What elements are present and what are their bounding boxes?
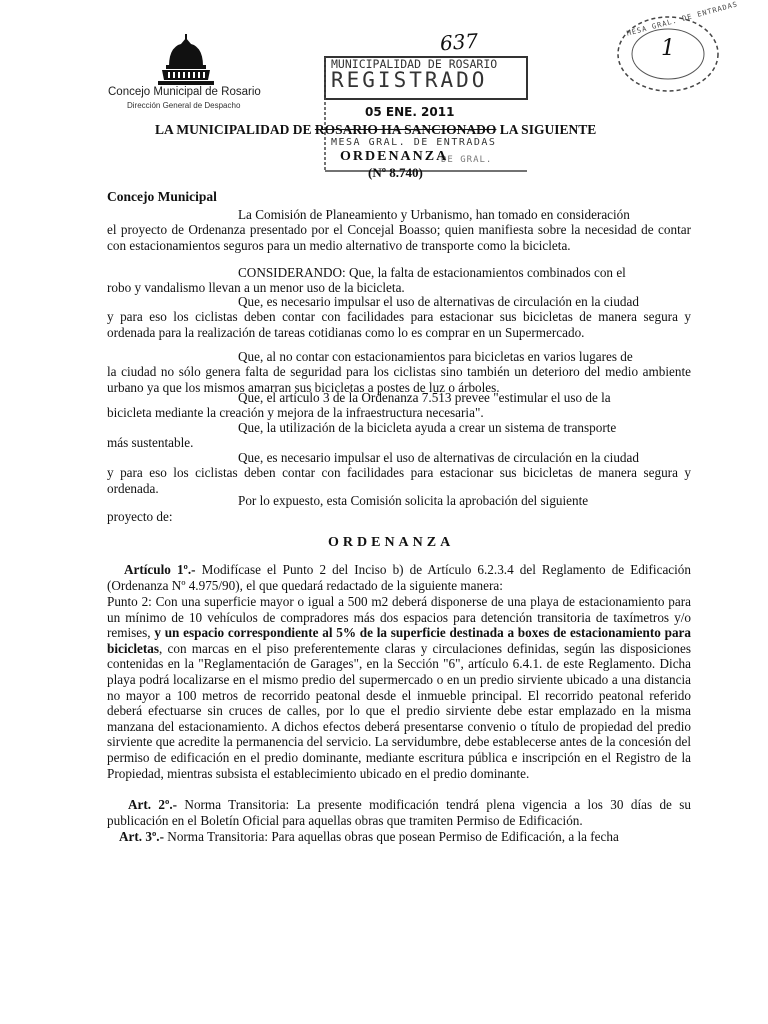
considerando-4: bicicleta mediante la creación y mejora de la infraestructura necesaria". <box>107 405 484 420</box>
title-line1 <box>155 122 596 138</box>
ordenanza-heading: ORDENANZA <box>328 535 455 550</box>
handwritten-number: 637 <box>439 28 479 56</box>
paragraph-intro: el proyecto de Ordenanza presentado por el Concejal Boasso; quien manifiesta sobre la necesidad de contar con estacionamientos seguros para un medio alternativo de transporte como la bicicleta. <box>107 222 691 253</box>
considerando-3-first: Que, al no contar con estacionamientos para bicicletas en varios lugares de <box>238 349 633 364</box>
punto-2 <box>107 594 691 781</box>
paragraph-intro-first: La Comisión de Planeamiento y Urbanismo, han tomado en consideración <box>238 207 630 222</box>
considerando-7-first: Por lo expuesto, esta Comisión solicita la aprobación del siguiente <box>238 493 589 508</box>
article-2-text: Norma Transitoria: La presente modificación tendrá plena vigencia a los 30 días de su publicación en el Boletín Oficial para aquellas obras que tramiten Permiso de Edificación. <box>107 797 691 828</box>
punto-2-text-a: Punto 2: Con una superficie mayor o igual a 500 m2 deberá disponerse de una playa de estacionamiento para un mínimo de 10 vehículos de compradores más dos espacios para detención transitoria de taxímetros y/o remises, <box>107 594 691 641</box>
round-stamp <box>615 0 739 96</box>
punto-2-text-b: , con marcas en el piso preferentemente claras y circulaciones definidas, según las disposiciones contenidas en la "Reglamentación de Garages", en la Sección "6", artículo 6.4.1. de este Reglamento. Dicha playa podrá localizarse en el mismo predio del supermercado o en un predio sirviente ubicado a una distancia no mayor a 100 metros de recorrido peatonal desde el inmueble principal. El recorrido peatonal referido deberá efectuarse sin cruces de calles, por lo que el predio sirviente debe estar emplazado en la misma manzana del estacionamiento. A dichos efectos deberá presentarse convenio o título de propiedad del predio sirviente que acredite la permanencia del servicio. La servidumbre, debe establecerse antes de la concesión del permiso de edificación en el predio dominante, mediante escritura pública e inscripción en el Registro de la Propiedad, mientras subsista el establecimiento ubicado en el predio dominante. <box>107 640 691 781</box>
article-2 <box>107 797 691 828</box>
title-left: LA MUNICIPALIDAD DE <box>155 122 312 137</box>
stamp-line4: DE GRAL. <box>441 155 493 165</box>
punto-2-bold: y un espacio correspondiente al 5% de la superficie destinada a boxes de estacionamiento para bicicletas <box>107 625 691 656</box>
stamp-line1: MUNICIPALIDAD DE ROSARIO <box>331 57 498 71</box>
article-1-label: Artículo 1º.- <box>124 562 196 577</box>
title-strikethrough: ROSARIO HA SANCIONADO <box>314 122 497 137</box>
considerando-2-first: Que, es necesario impulsar el uso de alternativas de circulación en la ciudad <box>238 294 639 309</box>
stamp-date: 05 ENE. 2011 <box>365 105 455 119</box>
considerando-5: más sustentable. <box>107 435 194 450</box>
considerando-5-first: Que, la utilización de la bicicleta ayuda a crear un sistema de transporte <box>238 420 617 435</box>
article-3 <box>107 829 691 845</box>
org-subtitle: Dirección General de Despacho <box>127 101 241 110</box>
ordinance-number: (Nº 8.740) <box>368 165 423 180</box>
article-3-label: Art. 3º.- <box>119 829 164 844</box>
stamp-line3: MESA GRAL. DE ENTRADAS <box>331 137 497 148</box>
considerando-1: robo y vandalismo llevan a un menor uso de la bicicleta. <box>107 280 405 295</box>
recipient: Concejo Municipal <box>107 189 217 204</box>
considerando-1-first: CONSIDERANDO: Que, la falta de estacionamientos combinados con el <box>238 265 626 280</box>
article-1 <box>107 562 691 593</box>
considerando-3: la ciudad no sólo genera falta de seguridad para los ciclistas sino también un deterioro del medio ambiente urbano ya que los mismos amarran sus bicicletas a postes de luz o árboles. <box>107 364 691 395</box>
article-1-text: Modifícase el Punto 2 del Inciso b) de Artículo 6.2.3.4 del Reglamento de Edificación (Ordenanza Nº 4.975/90), el que quedará redactado de la siguiente manera: <box>107 562 691 593</box>
considerando-2: y para eso los ciclistas deben contar con facilidades para estacionar sus bicicletas de manera segura y ordenada para la realización de tareas cotidianas como lo es comprar en un Supermercado. <box>107 309 691 340</box>
considerando-7: proyecto de: <box>107 509 173 524</box>
article-3-text: Norma Transitoria: Para aquellas obras que posean Permiso de Edificación, a la fecha <box>164 829 619 844</box>
considerando-4-first: Que, el artículo 3 de la Ordenanza 7.513 prevee "estimular el uso de la <box>238 390 611 405</box>
title-ordenanza: ORDENANZA <box>340 149 449 164</box>
dome-icon <box>108 32 268 90</box>
title-right: LA SIGUIENTE <box>499 122 597 137</box>
considerando-6-first: Que, es necesario impulsar el uso de alternativas de circulación en la ciudad <box>238 450 639 465</box>
round-stamp-mark: 1 <box>661 36 675 61</box>
round-stamp-text: MESA GRAL. DE ENTRADAS <box>625 0 739 38</box>
considerando-6: y para eso los ciclistas deben contar con facilidades para estacionar sus bicicletas de manera segura y ordenada. <box>107 465 691 496</box>
stamp-line2: REGISTRADO <box>331 68 488 92</box>
concejo-logo <box>108 32 268 112</box>
org-name: Concejo Municipal de Rosario <box>108 86 261 98</box>
article-2-label: Art. 2º.- <box>128 797 178 812</box>
